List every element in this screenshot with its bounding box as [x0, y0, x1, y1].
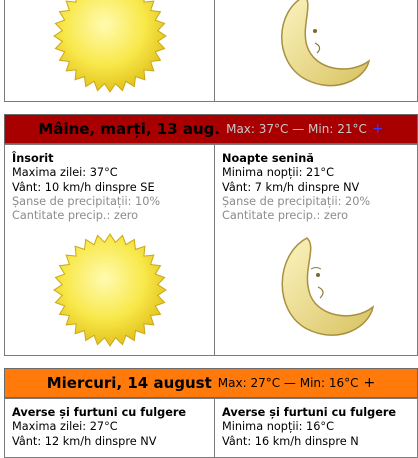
- day-header-13-aug: [4, 114, 418, 144]
- day-details: [12, 152, 160, 223]
- night-cell: [214, 144, 418, 356]
- day-cell: [4, 398, 215, 458]
- day-details: [12, 406, 186, 449]
- night-wind: Vânt: 7 km/h dinspre NV: [222, 180, 360, 194]
- night-precip-qty: Cantitate precip.: zero: [222, 209, 349, 223]
- night-cell: [214, 398, 418, 458]
- night-condition: Averse și furtuni cu fulgere: [222, 406, 397, 419]
- night-condition: Noapte senină: [222, 152, 314, 165]
- day-minmax: Max: 37°C — Min: 21°C: [226, 122, 367, 136]
- night-details: [222, 152, 370, 223]
- moon-icon: [265, 0, 375, 91]
- night-min-temp: Minima nopții: 16°C: [222, 420, 334, 434]
- day-condition: Averse și furtuni cu fulgere: [12, 406, 187, 419]
- expand-button[interactable]: +: [363, 375, 376, 391]
- expand-button[interactable]: +: [371, 121, 384, 137]
- day-minmax: Max: 27°C — Min: 16°C: [217, 376, 359, 390]
- day-title: Miercuri, 14 august: [46, 374, 212, 392]
- night-precip-chance: Șanse de precipitații: 20%: [222, 194, 371, 208]
- day-max-temp: Maxima zilei: 37°C: [12, 166, 118, 180]
- prev-day-cell: [4, 0, 215, 102]
- day-title: Mâine, marți, 13 aug.: [38, 120, 221, 138]
- day-wind: Vânt: 10 km/h dinspre SE: [12, 180, 155, 194]
- night-min-temp: Minima nopții: 21°C: [222, 166, 334, 180]
- sun-icon: [45, 0, 175, 95]
- day-condition: Însorit: [12, 152, 54, 165]
- night-details: [222, 406, 396, 449]
- day-header-14-aug: [4, 368, 418, 398]
- day-max-temp: Maxima zilei: 27°C: [12, 420, 118, 434]
- moon-icon: [267, 233, 377, 343]
- day-precip-chance: Șanse de precipitații: 10%: [12, 194, 161, 208]
- day-wind: Vânt: 12 km/h dinspre NV: [12, 434, 157, 448]
- night-wind: Vânt: 16 km/h dinspre N: [222, 434, 359, 448]
- day-cell: [4, 144, 215, 356]
- day-precip-qty: Cantitate precip.: zero: [12, 209, 139, 223]
- prev-night-cell: [214, 0, 418, 102]
- sun-icon: [45, 231, 175, 349]
